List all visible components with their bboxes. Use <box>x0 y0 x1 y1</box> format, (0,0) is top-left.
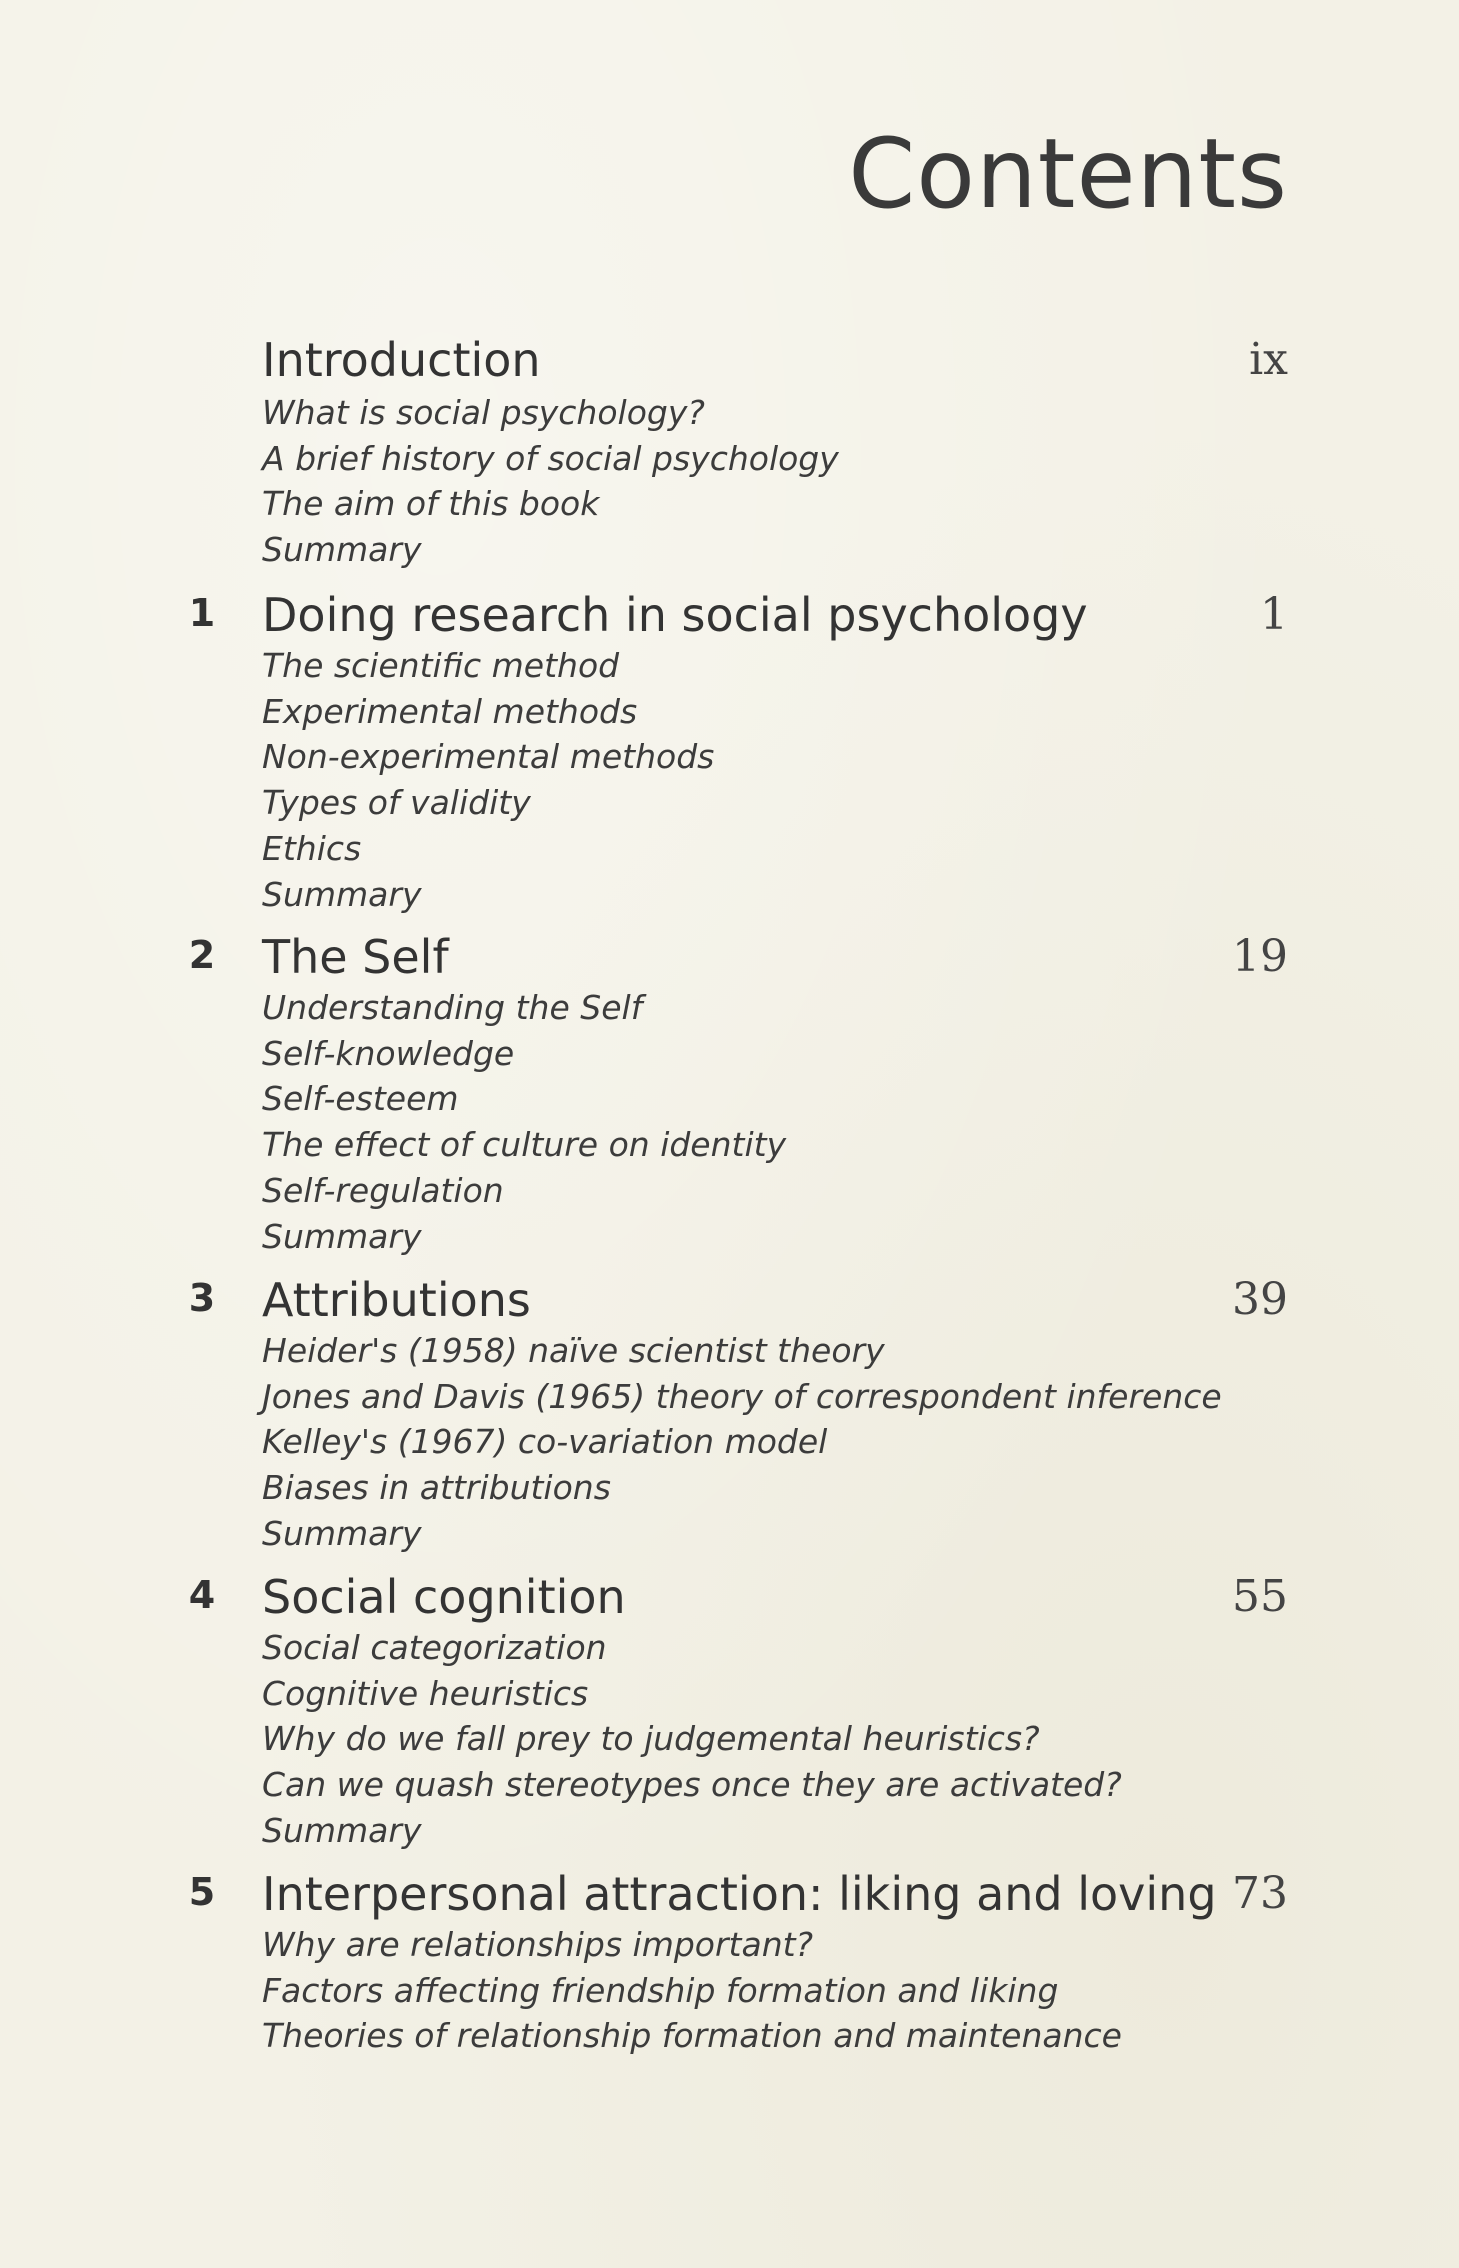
chapter-page-number: 39 <box>1232 1274 1288 1325</box>
section-item: Summary <box>262 1513 422 1553</box>
section-item: Summary <box>262 1810 422 1850</box>
section-item: Self-regulation <box>262 1170 504 1210</box>
chapter-page-number: ix <box>1249 334 1288 385</box>
section-item: Types of validity <box>262 783 531 823</box>
section-item: Cognitive heuristics <box>262 1673 589 1713</box>
section-item: Biases in attributions <box>262 1468 611 1508</box>
section-item: The effect of culture on identity <box>262 1125 787 1165</box>
section-item: Social categorization <box>262 1628 607 1667</box>
page-title: Contents <box>848 118 1288 230</box>
section-item: Experimental methods <box>262 691 638 731</box>
section-item: Can we quash stereotypes once they are activated? <box>262 1765 1122 1805</box>
section-item: Factors affecting friendship formation and liking <box>262 1970 1059 2010</box>
section-item: What is social psychology? <box>262 393 705 432</box>
section-list <box>262 985 786 1259</box>
chapter-title: Interpersonal attraction: liking and loving <box>262 1867 1217 1921</box>
chapter-number: 4 <box>188 1573 216 1617</box>
section-item: Heider's (1958) naïve scientist theory <box>262 1331 885 1370</box>
section-item: Ethics <box>262 828 362 868</box>
chapter-title: Introduction <box>262 333 541 387</box>
section-item: The scientific method <box>262 646 620 685</box>
section-item: A brief history of social psychology <box>262 438 839 478</box>
chapter-number: 5 <box>188 1870 216 1914</box>
section-item: Theories of relationship formation and maintenance <box>262 2016 1122 2056</box>
section-list <box>262 1922 1122 2059</box>
chapter-page-number: 19 <box>1232 931 1288 982</box>
section-item: Summary <box>262 874 422 914</box>
chapter-title: Doing research in social psychology <box>262 588 1088 642</box>
section-item: Why are relationships important? <box>262 1925 814 1964</box>
section-list <box>262 1625 1122 1854</box>
section-item: Kelley's (1967) co-variation model <box>262 1422 828 1462</box>
section-item: Self-esteem <box>262 1079 459 1119</box>
section-item: Jones and Davis (1965) theory of correspondent inference <box>262 1376 1222 1416</box>
section-item: Summary <box>262 530 422 570</box>
section-item: Self-knowledge <box>262 1033 515 1073</box>
chapter-number: 1 <box>188 591 216 635</box>
chapter-page-number: 55 <box>1232 1571 1288 1622</box>
section-item: Non-experimental methods <box>262 737 715 777</box>
section-list <box>262 390 839 573</box>
section-item: Understanding the Self <box>262 988 643 1027</box>
chapter-title: Social cognition <box>262 1570 626 1624</box>
chapter-number: 3 <box>188 1276 216 1320</box>
section-item: Summary <box>262 1216 422 1256</box>
section-item: The aim of this book <box>262 484 600 524</box>
section-list <box>262 1328 1222 1557</box>
chapter-title: The Self <box>262 930 449 984</box>
chapter-number: 2 <box>188 933 216 977</box>
section-list <box>262 643 714 917</box>
chapter-title: Attributions <box>262 1273 531 1327</box>
chapter-page-number: 73 <box>1232 1868 1288 1919</box>
section-item: Why do we fall prey to judgemental heuristics? <box>262 1719 1040 1759</box>
chapter-page-number: 1 <box>1260 589 1288 640</box>
